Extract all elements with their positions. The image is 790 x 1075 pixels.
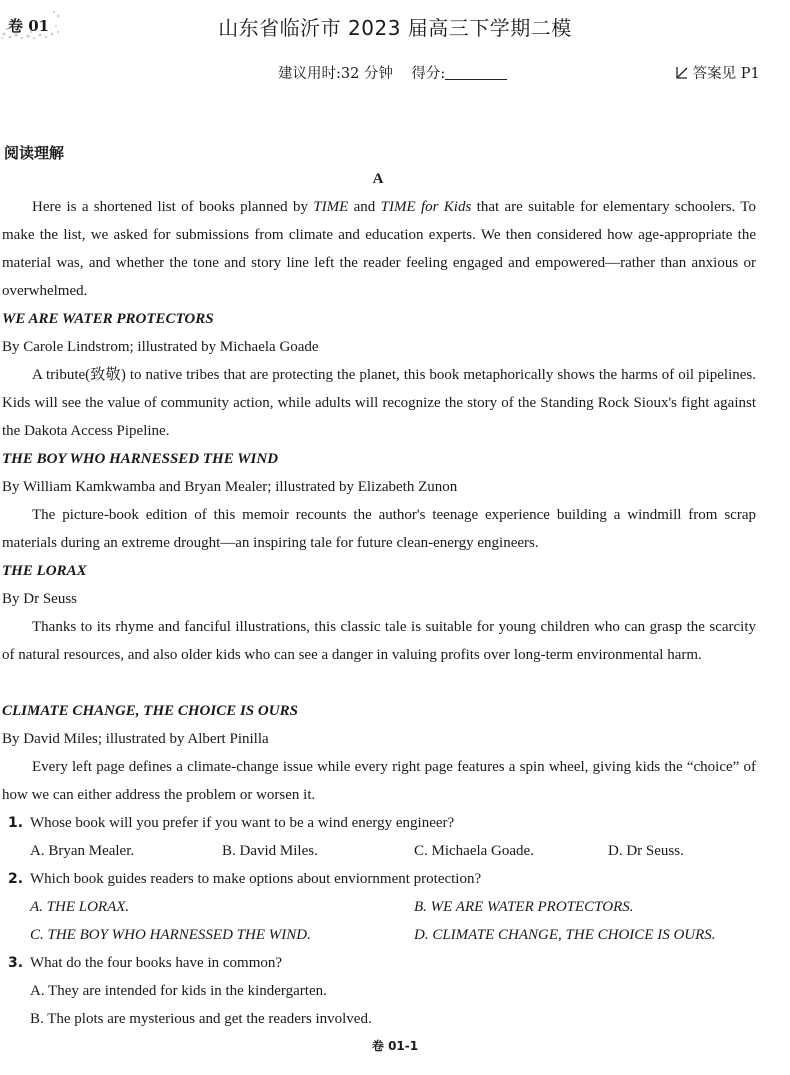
option-b[interactable]: B. The plots are mysterious and get the readers involved. — [30, 1011, 372, 1027]
option-c[interactable]: C. THE BOY WHO HARNESSED THE WIND. — [30, 927, 311, 943]
option-d[interactable]: D. Dr Seuss. — [608, 843, 684, 859]
option-a[interactable]: A. Bryan Mealer. — [30, 843, 135, 859]
option-b[interactable]: B. David Miles. — [222, 843, 318, 859]
intro-paragraph — [2, 193, 756, 305]
check-mark-icon — [676, 65, 688, 79]
page-footer: 卷 01-1 — [371, 1039, 419, 1053]
answer-reference-text: 答案见 P1 — [692, 66, 760, 82]
question-text: Which book guides readers to make options about enviornment protection? — [30, 871, 482, 887]
question — [8, 949, 282, 977]
book-title: CLIMATE CHANGE, THE CHOICE IS OURS — [2, 703, 298, 719]
book-description: The picture-book edition of this memoir recounts the author's teenage experience building a windmill from scrap materials during an extreme drought—an inspiring tale for future clean-energy engineers. — [2, 507, 756, 551]
book-description: Every left page defines a climate-change issue while every right page features a spin wheel, giving kids the “choice” of how we can either address the problem or worsen it. — [2, 759, 756, 803]
book-title: THE LORAX — [2, 563, 87, 579]
question-text: What do the four books have in common? — [30, 955, 283, 971]
meta-line — [278, 62, 507, 83]
score-blank — [445, 65, 507, 80]
book-byline: By David Miles; illustrated by Albert Pinilla — [2, 731, 269, 747]
intro-time-for-kids: TIME for Kids — [380, 199, 472, 215]
option-a[interactable]: A. They are intended for kids in the kindergarten. — [30, 983, 327, 999]
book-description: Thanks to its rhyme and fanciful illustrations, this classic tale is suitable for young children who can grasp the scarcity of natural resources, and also older kids who can see a danger in valuing profits over long-term environmental harm. — [2, 619, 756, 663]
book-title: THE BOY WHO HARNESSED THE WIND — [2, 451, 279, 467]
time-label: 建议用时:32 分钟 — [278, 66, 393, 82]
page-title: 山东省临沂市 2023 届高三下学期二模 — [218, 16, 572, 40]
question-number: 2. — [8, 871, 24, 887]
question-number: 3. — [8, 955, 24, 971]
intro-text-1: Here is a shortened list of books planned by — [32, 199, 314, 215]
section-heading: 阅读理解 — [4, 144, 65, 162]
book-byline: By Carole Lindstrom; illustrated by Michaela Goade — [2, 339, 319, 355]
corner-label-text: 卷 01 — [8, 17, 50, 35]
score-label: 得分: — [411, 66, 446, 82]
passage-label: A — [372, 171, 384, 187]
book-byline: By Dr Seuss — [2, 591, 78, 607]
intro-text-2: that are suitable for elementary schoolers. To make the list, we asked for submissions from climate and education experts. We then considered how age-appropriate the material was, and whether the tone and story line left the reader feeling engaged and empowered—rather than anxious or overwhelmed. — [2, 199, 756, 299]
question — [8, 809, 454, 837]
option-c[interactable]: C. Michaela Goade. — [414, 843, 534, 859]
book-description: A tribute(致敬) to native tribes that are protecting the planet, this book metaphorically shows the harms of oil pipelines. Kids will see the value of community action, while adults will recognize the story of the Standing Rock Sioux's fight against the Dakota Access Pipeline. — [2, 367, 756, 439]
question-number: 1. — [8, 815, 24, 831]
option-b[interactable]: B. WE ARE WATER PROTECTORS. — [414, 899, 634, 915]
book-byline: By William Kamkwamba and Bryan Mealer; illustrated by Elizabeth Zunon — [2, 479, 458, 495]
answer-reference — [676, 62, 760, 83]
option-d[interactable]: D. CLIMATE CHANGE, THE CHOICE IS OURS. — [414, 927, 716, 943]
book-title: WE ARE WATER PROTECTORS — [2, 311, 214, 327]
question — [8, 865, 481, 893]
question-text: Whose book will you prefer if you want to be a wind energy engineer? — [30, 815, 455, 831]
intro-time: TIME — [313, 199, 349, 215]
option-a[interactable]: A. THE LORAX. — [30, 899, 130, 915]
intro-and: and — [348, 199, 381, 215]
